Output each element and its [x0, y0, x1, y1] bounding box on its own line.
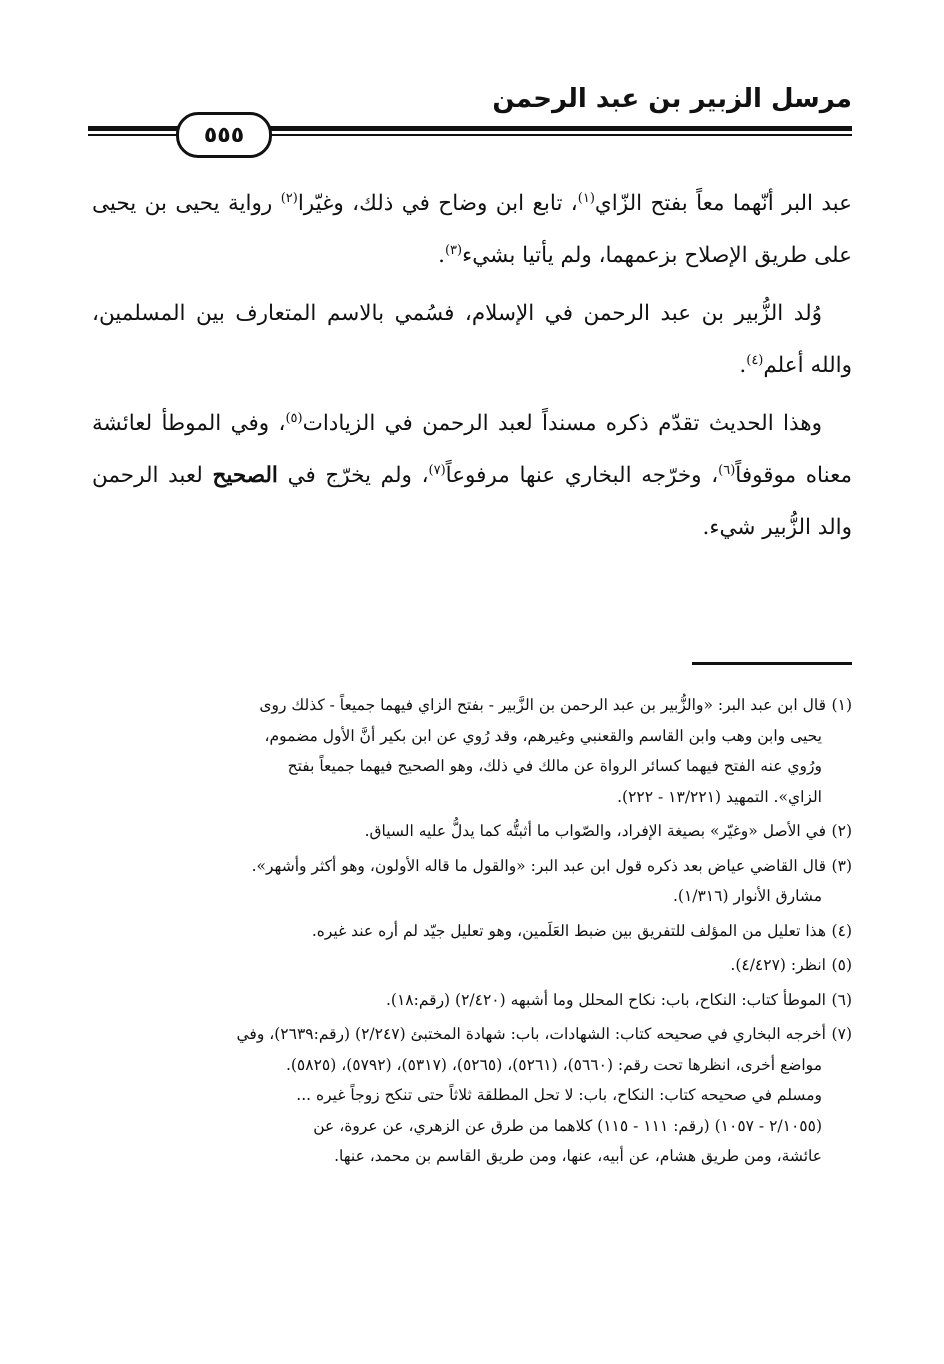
footnote-number: (٦) [831, 990, 852, 1009]
footnote-line: مواضع أخرى، انظرها تحت رقم: (٥٦٦٠)، (٥٢٦١)، (٥٢٦٥)، (٥٣١٧)، (٥٧٩٢)، (٥٨٢٥). [285, 1055, 822, 1074]
footnote-item [92, 851, 852, 912]
text-run: عبد البر أنّهما معاً بفتح الزّاي [594, 191, 853, 216]
footnote-ref-3[interactable]: (٣) [444, 242, 463, 258]
footnote-line: قال القاضي عياض بعد ذكره قول ابن عبد البر: «والقول ما قاله الأولون، وهو أكثر وأشهر». [251, 856, 826, 875]
text-run: ، وفي الموطأ لعائشة معناه موقوفاً [92, 411, 852, 488]
footnote-ref-2[interactable]: (٢) [280, 190, 298, 206]
footnote-line: ورُوي عنه الفتح فيهما كسائر الرواة عن مالك في ذلك، وهو الصحيح فيهما جميعاً بفتح [287, 757, 822, 775]
text-run: وهذا الحديث تقدّم ذكره مسنداً لعبد الرحمن في الزيادات [302, 411, 822, 436]
text-run: ، تابع ابن وضاح في ذلك، وغيّرا [297, 191, 578, 216]
paragraph-3 [92, 398, 852, 554]
footnote-line: الموطأ كتاب: النكاح، باب: نكاح المحلل وما أشبهه (٢/٤٢٠) (رقم:١٨). [385, 990, 826, 1009]
footnote-number: (٢) [831, 822, 852, 840]
footnote-ref-5[interactable]: (٥) [285, 410, 303, 426]
footnote-line: أخرجه البخاري في صحيحه كتاب: الشهادات، باب: شهادة المختبئ (٢/٢٤٧) (رقم:٢٦٣٩)، وفي [236, 1025, 826, 1043]
footnote-ref-7[interactable]: (٧) [428, 462, 446, 478]
footnote-item [92, 1019, 852, 1172]
footnote-separator [692, 662, 852, 665]
footnote-number: (٧) [831, 1025, 852, 1043]
footnote-item [92, 916, 852, 947]
footnote-line: انظر: (٤/٤٢٧). [730, 956, 826, 974]
footnote-line: هذا تعليل من المؤلف للتفريق بين ضبط العَلَمين، وهو تعليل جيّد لم أره عند غيره. [311, 921, 826, 940]
text-run: ، ولم يخرّج في [277, 463, 429, 488]
main-text [92, 178, 852, 554]
running-title: مرسل الزبير بن عبد الرحمن [492, 84, 852, 114]
footnote-line: يحيى وابن وهب وابن القاسم والقعنبي وغيرهم، وقد رُوي عن ابن بكير أنَّ الأول مضموم، [264, 726, 822, 745]
footnote-number: (٤) [831, 921, 852, 940]
footnote-ref-1[interactable]: (١) [577, 190, 595, 206]
footnote-line: ومسلم في صحيحه كتاب: النكاح، باب: لا تحل المطلقة ثلاثاً حتى تنكح زوجاً غيره ... [296, 1086, 822, 1104]
text-run: وُلد الزُّبير بن عبد الرحمن في الإسلام، فسُمي بالاسم المتعارف بين المسلمين، والله أعلم [92, 301, 852, 378]
footnotes [92, 690, 852, 1176]
footnote-item [92, 690, 852, 812]
footnote-ref-4[interactable]: (٤) [746, 352, 764, 368]
text-run: ، وخرّجه البخاري عنها مرفوعاً [445, 463, 719, 488]
footnote-line: قال ابن عبد البر: «والزُّبير بن عبد الرحمن بن الزَّبير - بفتح الزاي فيهما جميعاً - كذلك روى [259, 696, 826, 714]
footnote-line: مشارق الأنوار (١/٣١٦). [672, 887, 822, 905]
footnote-item [92, 950, 852, 981]
footnote-number: (٥) [831, 956, 852, 974]
paragraph-2 [92, 288, 852, 392]
text-run: رواية يحيى بن يحيى على طريق الإصلاح بزعمهما، ولم يأتيا بشيء [92, 191, 852, 268]
footnote-number: (٣) [831, 856, 852, 875]
footnote-number: (١) [831, 696, 852, 714]
footnote-item [92, 985, 852, 1016]
footnote-line: عائشة، ومن طريق هشام، عن أبيه، عنها، ومن طريق القاسم بن محمد، عنها. [334, 1147, 822, 1165]
bold-term: الصحيح [212, 463, 278, 488]
text-run: . [438, 243, 445, 268]
page-number-badge: ٥٥٥ [176, 112, 272, 158]
footnote-line: الزاي». التمهيد (١٣/٢٢١ - ٢٢٢). [617, 787, 822, 806]
text-run: لعبد الرحمن والد الزُّبير شيء. [92, 463, 852, 540]
footnote-ref-6[interactable]: (٦) [718, 462, 736, 478]
footnote-line: (٢/١٠٥٥ - ١٠٥٧) (رقم: ١١١ - ١١٥) كلاهما من طرق عن الزهري، عن عروة، عن [313, 1116, 822, 1135]
footnote-item [92, 816, 852, 847]
paragraph-1 [92, 178, 852, 282]
text-run: . [739, 353, 747, 378]
footnote-line: في الأصل «وغيّر» بصيغة الإفراد، والصّواب ما أثبتُّه كما يدلُّ عليه السياق. [364, 822, 826, 840]
